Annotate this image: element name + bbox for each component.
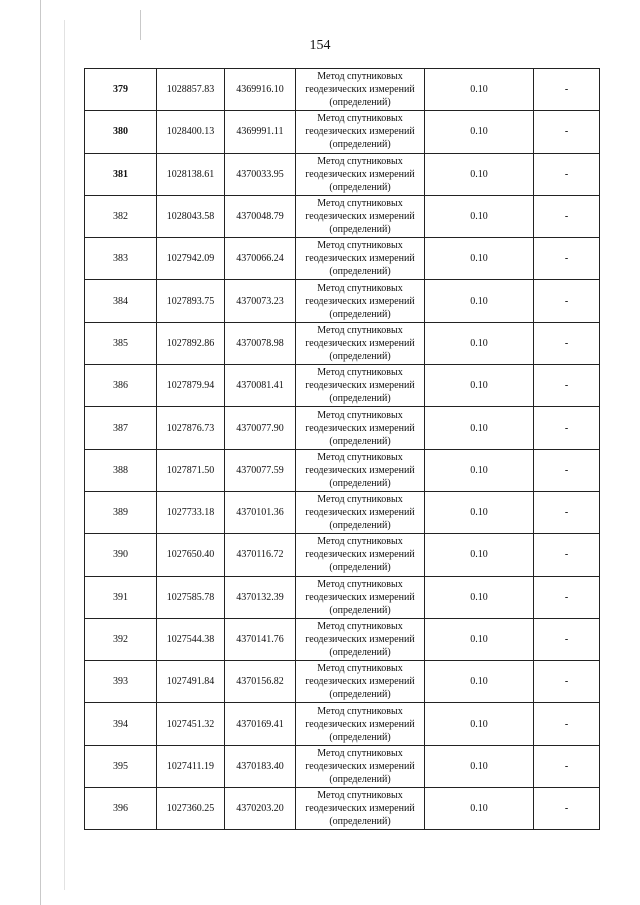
accuracy-cell: 0.10 bbox=[425, 322, 534, 364]
method-cell bbox=[296, 745, 425, 787]
method-line: (определений) bbox=[329, 308, 391, 320]
method-cell bbox=[296, 195, 425, 237]
note-cell: - bbox=[534, 280, 600, 322]
x-coordinate-cell: 1028400.13 bbox=[157, 111, 225, 153]
accuracy-cell: 0.10 bbox=[425, 449, 534, 491]
accuracy-cell: 0.10 bbox=[425, 407, 534, 449]
note-cell: - bbox=[534, 322, 600, 364]
y-coordinate-cell: 4370077.59 bbox=[225, 449, 296, 491]
method-line: (определений) bbox=[329, 604, 391, 616]
point-number-cell: 382 bbox=[85, 195, 157, 237]
method-cell bbox=[296, 111, 425, 153]
method-line: (определений) bbox=[329, 647, 391, 658]
note-cell: - bbox=[534, 111, 600, 153]
method-line: Метод спутниковых bbox=[317, 155, 403, 167]
point-number-cell: 392 bbox=[85, 618, 157, 660]
point-number-cell: 380 bbox=[85, 111, 157, 153]
method-line: Метод спутниковых bbox=[317, 663, 403, 675]
method-line: геодезических измерений bbox=[305, 126, 415, 138]
note-cell: - bbox=[534, 238, 600, 280]
table-row bbox=[85, 238, 600, 280]
x-coordinate-cell: 1027544.38 bbox=[157, 618, 225, 660]
method-cell bbox=[296, 534, 425, 576]
method-cell bbox=[296, 153, 425, 195]
y-coordinate-cell: 4370078.98 bbox=[225, 322, 296, 364]
method-cell bbox=[296, 238, 425, 280]
point-number-cell: 384 bbox=[85, 280, 157, 322]
accuracy-cell: 0.10 bbox=[425, 576, 534, 618]
method-line: геодезических измерений bbox=[305, 422, 415, 434]
y-coordinate-cell: 4369991.11 bbox=[225, 111, 296, 153]
point-number-cell: 387 bbox=[85, 407, 157, 449]
x-coordinate-cell: 1027360.25 bbox=[157, 788, 225, 830]
point-number-cell: 383 bbox=[85, 238, 157, 280]
note-cell: - bbox=[534, 745, 600, 787]
method-line: (определений) bbox=[329, 773, 391, 785]
accuracy-cell: 0.10 bbox=[425, 365, 534, 407]
method-cell bbox=[296, 365, 425, 407]
table-row bbox=[85, 534, 600, 576]
accuracy-cell: 0.10 bbox=[425, 491, 534, 533]
note-cell: - bbox=[534, 661, 600, 703]
table-row bbox=[85, 195, 600, 237]
method-line: Метод спутниковых bbox=[317, 198, 403, 210]
method-line: (определений) bbox=[329, 266, 391, 278]
method-cell bbox=[296, 449, 425, 491]
note-cell: - bbox=[534, 365, 600, 407]
page-number: 154 bbox=[309, 38, 331, 53]
method-line: Метод спутниковых bbox=[317, 705, 403, 717]
method-cell bbox=[296, 788, 425, 830]
accuracy-cell: 0.10 bbox=[425, 280, 534, 322]
y-coordinate-cell: 4370033.95 bbox=[225, 153, 296, 195]
method-line: геодезических измерений bbox=[305, 253, 415, 265]
note-cell: - bbox=[534, 703, 600, 745]
point-number-cell: 386 bbox=[85, 365, 157, 407]
table-row bbox=[85, 788, 600, 830]
accuracy-cell: 0.10 bbox=[425, 788, 534, 830]
method-line: (определений) bbox=[329, 816, 391, 828]
table-row bbox=[85, 449, 600, 491]
table-row bbox=[85, 69, 600, 111]
method-line: геодезических измерений bbox=[305, 634, 415, 645]
table-row bbox=[85, 322, 600, 364]
y-coordinate-cell: 4370203.20 bbox=[225, 788, 296, 830]
point-number-cell: 394 bbox=[85, 703, 157, 745]
method-line: (определений) bbox=[329, 520, 391, 532]
accuracy-cell: 0.10 bbox=[425, 195, 534, 237]
method-line: (определений) bbox=[329, 477, 391, 489]
method-cell bbox=[296, 407, 425, 449]
y-coordinate-cell: 4370048.79 bbox=[225, 195, 296, 237]
method-cell bbox=[296, 69, 425, 111]
method-cell bbox=[296, 661, 425, 703]
method-line: геодезических измерений bbox=[305, 718, 415, 730]
method-line: (определений) bbox=[329, 97, 391, 109]
note-cell: - bbox=[534, 576, 600, 618]
y-coordinate-cell: 4370081.41 bbox=[225, 365, 296, 407]
accuracy-cell: 0.10 bbox=[425, 745, 534, 787]
accuracy-cell: 0.10 bbox=[425, 69, 534, 111]
note-cell: - bbox=[534, 788, 600, 830]
method-line: Метод спутниковых bbox=[317, 494, 403, 506]
table-row bbox=[85, 491, 600, 533]
method-line: (определений) bbox=[329, 562, 391, 574]
x-coordinate-cell: 1027893.75 bbox=[157, 280, 225, 322]
point-number-cell: 388 bbox=[85, 449, 157, 491]
point-number-cell: 390 bbox=[85, 534, 157, 576]
method-line: (определений) bbox=[329, 731, 391, 743]
note-cell: - bbox=[534, 153, 600, 195]
method-line: геодезических измерений bbox=[305, 168, 415, 180]
x-coordinate-cell: 1027451.32 bbox=[157, 703, 225, 745]
method-line: (определений) bbox=[329, 350, 391, 362]
y-coordinate-cell: 4370101.36 bbox=[225, 491, 296, 533]
method-cell bbox=[296, 280, 425, 322]
method-line: геодезических измерений bbox=[305, 549, 415, 561]
accuracy-cell: 0.10 bbox=[425, 618, 534, 660]
coordinates-table bbox=[84, 68, 600, 830]
method-line: (определений) bbox=[329, 435, 391, 447]
method-line: Метод спутниковых bbox=[317, 578, 403, 590]
x-coordinate-cell: 1027491.84 bbox=[157, 661, 225, 703]
method-line: геодезических измерений bbox=[305, 211, 415, 223]
scan-artifact-left bbox=[40, 0, 41, 905]
x-coordinate-cell: 1027876.73 bbox=[157, 407, 225, 449]
method-line: Метод спутниковых bbox=[317, 282, 403, 294]
coordinates-table-body bbox=[85, 69, 600, 830]
method-line: (определений) bbox=[329, 139, 391, 151]
x-coordinate-cell: 1027879.94 bbox=[157, 365, 225, 407]
accuracy-cell: 0.10 bbox=[425, 534, 534, 576]
method-line: (определений) bbox=[329, 224, 391, 236]
point-number-cell: 395 bbox=[85, 745, 157, 787]
y-coordinate-cell: 4370066.24 bbox=[225, 238, 296, 280]
method-line: геодезических измерений bbox=[305, 803, 415, 815]
scan-artifact-left-2 bbox=[64, 20, 65, 890]
note-cell: - bbox=[534, 69, 600, 111]
method-line: геодезических измерений bbox=[305, 337, 415, 349]
x-coordinate-cell: 1027733.18 bbox=[157, 491, 225, 533]
method-line: геодезических измерений bbox=[305, 84, 415, 96]
table-row bbox=[85, 365, 600, 407]
method-line: Метод спутниковых bbox=[317, 451, 403, 463]
point-number-cell: 385 bbox=[85, 322, 157, 364]
method-line: Метод спутниковых bbox=[317, 113, 403, 125]
point-number-cell: 379 bbox=[85, 69, 157, 111]
accuracy-cell: 0.10 bbox=[425, 111, 534, 153]
x-coordinate-cell: 1028043.58 bbox=[157, 195, 225, 237]
method-line: геодезических измерений bbox=[305, 380, 415, 392]
method-line: (определений) bbox=[329, 689, 391, 701]
note-cell: - bbox=[534, 195, 600, 237]
method-cell bbox=[296, 576, 425, 618]
y-coordinate-cell: 4370183.40 bbox=[225, 745, 296, 787]
table-row bbox=[85, 111, 600, 153]
method-line: Метод спутниковых bbox=[317, 71, 403, 83]
table-row bbox=[85, 745, 600, 787]
table-row bbox=[85, 661, 600, 703]
method-line: Метод спутниковых bbox=[317, 536, 403, 548]
table-row bbox=[85, 407, 600, 449]
note-cell: - bbox=[534, 449, 600, 491]
method-line: Метод спутниковых bbox=[317, 324, 403, 336]
table-row bbox=[85, 280, 600, 322]
note-cell: - bbox=[534, 534, 600, 576]
x-coordinate-cell: 1027871.50 bbox=[157, 449, 225, 491]
y-coordinate-cell: 4370116.72 bbox=[225, 534, 296, 576]
method-line: геодезических измерений bbox=[305, 295, 415, 307]
method-cell bbox=[296, 322, 425, 364]
method-line: Метод спутниковых bbox=[317, 747, 403, 759]
x-coordinate-cell: 1027585.78 bbox=[157, 576, 225, 618]
note-cell: - bbox=[534, 618, 600, 660]
method-line: геодезических измерений bbox=[305, 507, 415, 519]
y-coordinate-cell: 4370132.39 bbox=[225, 576, 296, 618]
y-coordinate-cell: 4370156.82 bbox=[225, 661, 296, 703]
method-line: (определений) bbox=[329, 181, 391, 193]
accuracy-cell: 0.10 bbox=[425, 661, 534, 703]
method-line: геодезических измерений bbox=[305, 760, 415, 772]
x-coordinate-cell: 1028857.83 bbox=[157, 69, 225, 111]
table-row bbox=[85, 703, 600, 745]
x-coordinate-cell: 1027650.40 bbox=[157, 534, 225, 576]
scan-artifact-top bbox=[140, 10, 141, 40]
x-coordinate-cell: 1027411.19 bbox=[157, 745, 225, 787]
x-coordinate-cell: 1028138.61 bbox=[157, 153, 225, 195]
accuracy-cell: 0.10 bbox=[425, 153, 534, 195]
method-cell bbox=[296, 618, 425, 660]
method-line: Метод спутниковых bbox=[317, 409, 403, 421]
table-row bbox=[85, 153, 600, 195]
x-coordinate-cell: 1027892.86 bbox=[157, 322, 225, 364]
point-number-cell: 389 bbox=[85, 491, 157, 533]
x-coordinate-cell: 1027942.09 bbox=[157, 238, 225, 280]
method-line: Метод спутниковых bbox=[317, 621, 403, 632]
method-line: геодезических измерений bbox=[305, 676, 415, 688]
y-coordinate-cell: 4370073.23 bbox=[225, 280, 296, 322]
method-cell bbox=[296, 703, 425, 745]
point-number-cell: 393 bbox=[85, 661, 157, 703]
method-line: (определений) bbox=[329, 393, 391, 405]
method-cell bbox=[296, 491, 425, 533]
point-number-cell: 391 bbox=[85, 576, 157, 618]
accuracy-cell: 0.10 bbox=[425, 238, 534, 280]
y-coordinate-cell: 4370141.76 bbox=[225, 618, 296, 660]
accuracy-cell: 0.10 bbox=[425, 703, 534, 745]
y-coordinate-cell: 4370077.90 bbox=[225, 407, 296, 449]
point-number-cell: 381 bbox=[85, 153, 157, 195]
table-row bbox=[85, 576, 600, 618]
method-line: геодезических измерений bbox=[305, 591, 415, 603]
method-line: Метод спутниковых bbox=[317, 240, 403, 252]
note-cell: - bbox=[534, 491, 600, 533]
method-line: Метод спутниковых bbox=[317, 790, 403, 802]
note-cell: - bbox=[534, 407, 600, 449]
table-row bbox=[85, 618, 600, 660]
y-coordinate-cell: 4370169.41 bbox=[225, 703, 296, 745]
point-number-cell: 396 bbox=[85, 788, 157, 830]
method-line: геодезических измерений bbox=[305, 464, 415, 476]
method-line: Метод спутниковых bbox=[317, 367, 403, 379]
y-coordinate-cell: 4369916.10 bbox=[225, 69, 296, 111]
